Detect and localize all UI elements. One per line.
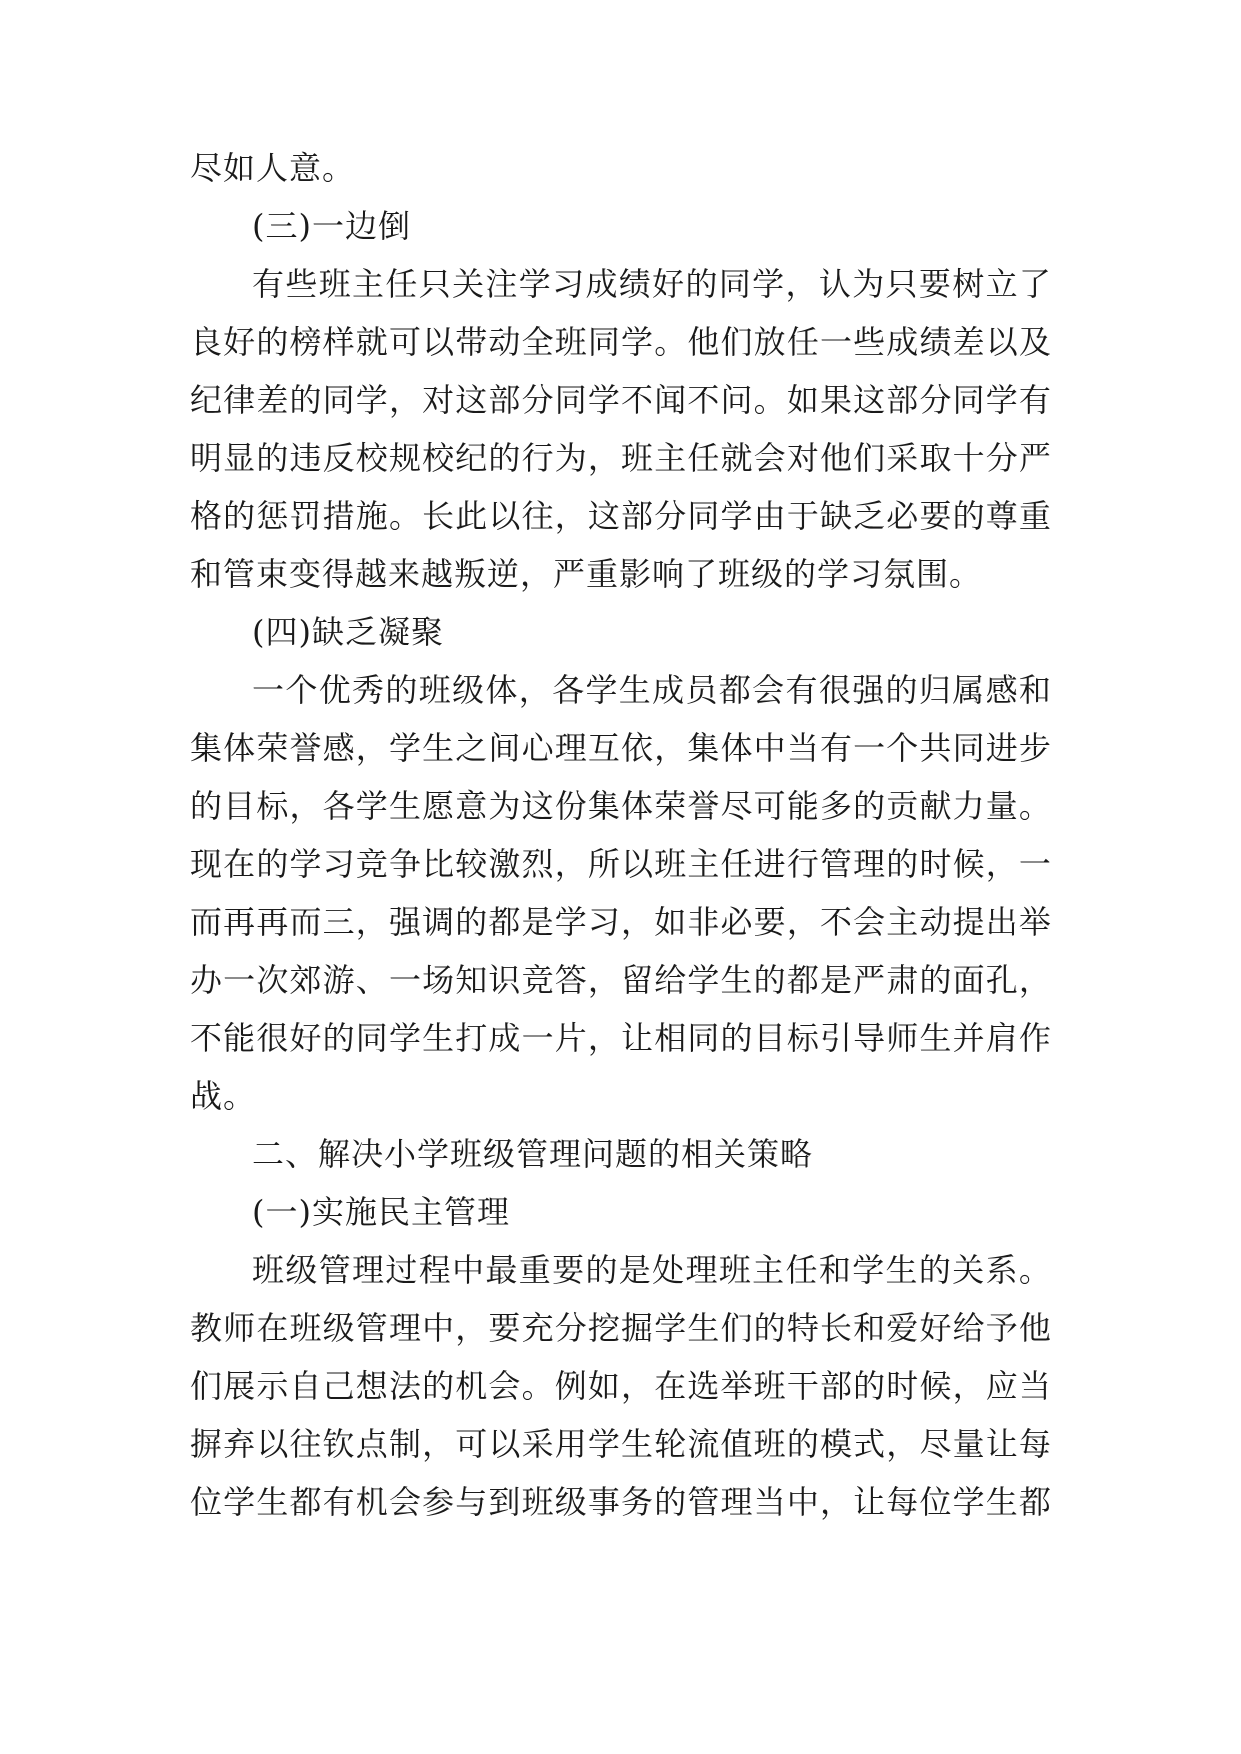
text-line: 教 师 在 班 级 管 理 中 ， 要 充 分 挖 掘 学 生 们 的 特 长 和 爱 好 给 予 他 [190, 1309, 1052, 1347]
text-line: 明 显 的 违 反 校 规 校 纪 的 行 为 ， 班 主 任 就 会 对 他 们 采 取 十 分 严 [190, 439, 1052, 477]
text-line: 办 一 次 郊 游 、 一 场 知 识 竞 答 ， 留 给 学 生 的 都 是 严 肃 的 面 孔 ， [190, 961, 1052, 999]
section-heading: (四)缺乏凝聚 [252, 613, 444, 651]
text-line: 纪 律 差 的 同 学 ， 对 这 部 分 同 学 不 闻 不 问 。 如 果 这 部 分 同 学 有 [190, 381, 1052, 419]
text-line: 不 能 很 好 的 同 学 生 打 成 一 片 ， 让 相 同 的 目 标 引 导 师 生 并 肩 作 [190, 1019, 1052, 1057]
text-line: 一 个 优 秀 的 班 级 体 ， 各 学 生 成 员 都 会 有 很 强 的 归 属 感 和 [252, 671, 1052, 709]
text-line: 摒 弃 以 往 钦 点 制 ， 可 以 采 用 学 生 轮 流 值 班 的 模 式 ， 尽 量 让 每 [190, 1425, 1052, 1463]
text-line: 的 目 标 ， 各 学 生 愿 意 为 这 份 集 体 荣 誉 尽 可 能 多 的 贡 献 力 量 。 [190, 787, 1052, 825]
text-line: 格 的 惩 罚 措 施 。 长 此 以 往 ， 这 部 分 同 学 由 于 缺 乏 必 要 的 尊 重 [190, 497, 1052, 535]
section-heading: 二、解决小学班级管理问题的相关策略 [252, 1135, 814, 1173]
text-line: 而 再 再 而 三 ， 强 调 的 都 是 学 习 ， 如 非 必 要 ， 不 会 主 动 提 出 举 [190, 903, 1052, 941]
text-line: 现 在 的 学 习 竞 争 比 较 激 烈 ， 所 以 班 主 任 进 行 管 理 的 时 候 ， 一 [190, 845, 1052, 883]
text-line: 尽如人意。 [190, 149, 356, 187]
text-line: 和管束变得越来越叛逆，严重影响了班级的学习氛围。 [190, 555, 983, 593]
section-heading: (一)实施民主管理 [252, 1193, 510, 1231]
text-line: 战。 [190, 1077, 257, 1115]
section-heading: (三)一边倒 [252, 207, 411, 245]
text-line: 良 好 的 榜 样 就 可 以 带 动 全 班 同 学 。 他 们 放 任 一 些 成 绩 差 以 及 [190, 323, 1052, 361]
text-line: 有 些 班 主 任 只 关 注 学 习 成 绩 好 的 同 学 ， 认 为 只 要 树 立 了 [252, 265, 1052, 303]
text-line: 们 展 示 自 己 想 法 的 机 会 。 例 如 ， 在 选 举 班 干 部 的 时 候 ， 应 当 [190, 1367, 1052, 1405]
text-line: 集 体 荣 誉 感 ， 学 生 之 间 心 理 互 依 ， 集 体 中 当 有 一 个 共 同 进 步 [190, 729, 1052, 767]
text-line: 班 级 管 理 过 程 中 最 重 要 的 是 处 理 班 主 任 和 学 生 的 关 系 。 [252, 1251, 1052, 1289]
text-line: 位 学 生 都 有 机 会 参 与 到 班 级 事 务 的 管 理 当 中 ， 让 每 位 学 生 都 [190, 1483, 1052, 1521]
